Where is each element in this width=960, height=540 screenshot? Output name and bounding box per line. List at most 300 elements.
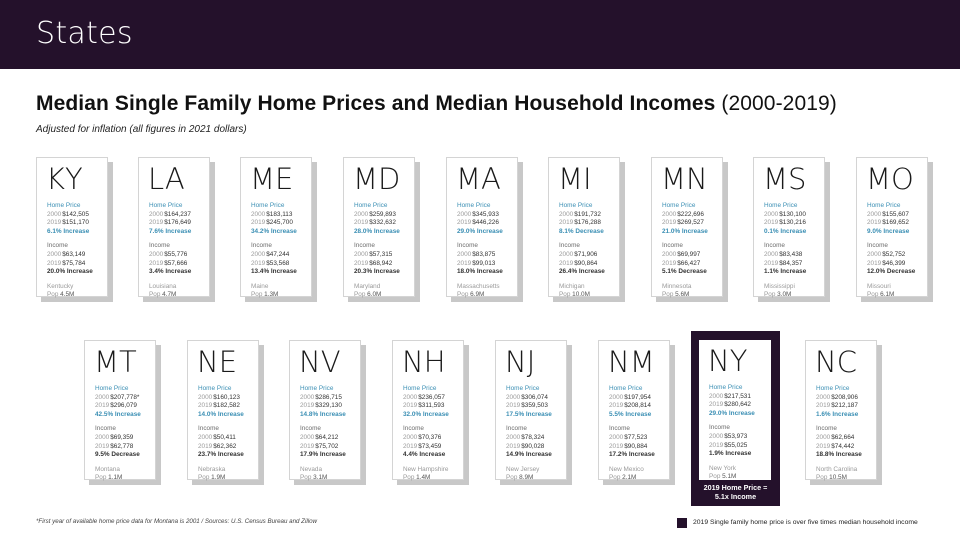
income-label: Income xyxy=(198,425,219,433)
pop-value: 4.5M xyxy=(60,291,75,299)
home-price-label: Home Price xyxy=(300,385,334,392)
year-label: 2000 xyxy=(251,210,266,218)
year-label: 2000 xyxy=(47,250,62,258)
state-abbr: MN xyxy=(661,162,708,196)
year-label: 2000 xyxy=(867,250,882,258)
pop-value: 6.9M xyxy=(470,291,485,299)
home-price-change: 28.0% Increase xyxy=(354,227,400,235)
pop-value: 10.5M xyxy=(829,474,847,482)
pop-value: 5.6M xyxy=(675,291,690,299)
value-line xyxy=(662,211,722,220)
pop-value: 1.3M xyxy=(264,291,279,299)
year-label: 2000 xyxy=(354,210,369,218)
pop-value: 3.0M xyxy=(777,291,792,299)
year-label: 2000 xyxy=(709,432,724,440)
value: $286,715 xyxy=(315,393,342,401)
value: $46,399 xyxy=(882,259,906,267)
population xyxy=(354,291,414,300)
value: $169,652 xyxy=(882,219,909,227)
year-label: 2019 xyxy=(457,259,472,267)
pop-label: Pop xyxy=(95,474,107,482)
income-change: 1.1% Increase xyxy=(764,268,807,276)
pop-label: Pop xyxy=(403,474,415,482)
value: $207,778* xyxy=(110,393,140,401)
year-label: 2019 xyxy=(300,402,315,410)
value-line xyxy=(506,443,566,452)
value-line xyxy=(300,443,360,452)
value-line xyxy=(403,402,463,411)
value-line xyxy=(251,211,311,220)
state-card-nj xyxy=(495,340,567,480)
value-line xyxy=(506,402,566,411)
year-label: 2000 xyxy=(559,250,574,258)
value-line xyxy=(251,219,311,228)
pop-value: 3.1M xyxy=(313,474,328,482)
page-subtitle: Adjusted for inflation (all figures in 2021 dollars) xyxy=(36,124,247,135)
population xyxy=(198,474,258,483)
value: $236,057 xyxy=(418,393,445,401)
income-label: Income xyxy=(609,425,630,433)
state-name: Maine xyxy=(251,282,269,290)
ny-note-line2: 5.1x Income xyxy=(714,492,757,501)
state-abbr: NH xyxy=(402,345,446,379)
state-abbr: NM xyxy=(608,345,655,379)
state-card-mo xyxy=(856,157,928,297)
state-name: Michigan xyxy=(559,282,585,290)
pop-label: Pop xyxy=(662,291,674,299)
value: $99,013 xyxy=(472,259,496,267)
value: $182,582 xyxy=(213,402,240,410)
year-label: 2019 xyxy=(251,259,266,267)
year-label: 2000 xyxy=(300,393,315,401)
state-abbr: NE xyxy=(197,345,238,379)
value: $269,527 xyxy=(677,219,704,227)
pop-label: Pop xyxy=(867,291,879,299)
value: $208,906 xyxy=(831,393,858,401)
population xyxy=(662,291,722,300)
income-label: Income xyxy=(95,425,116,433)
year-label: 2019 xyxy=(609,402,624,410)
value-line xyxy=(816,402,876,411)
value-line xyxy=(709,393,771,402)
year-label: 2000 xyxy=(149,210,164,218)
income-label: Income xyxy=(403,425,424,433)
value-line xyxy=(47,251,107,260)
state-abbr: MO xyxy=(866,162,914,196)
state-name: Nebraska xyxy=(198,465,226,473)
value: $75,784 xyxy=(62,259,86,267)
year-label: 2000 xyxy=(354,250,369,258)
value-line xyxy=(709,442,771,451)
state-card-me xyxy=(240,157,312,297)
year-label: 2000 xyxy=(709,392,724,400)
header-bar xyxy=(0,0,960,69)
year-label: 2019 xyxy=(506,442,521,450)
pop-value: 10.0M xyxy=(572,291,590,299)
state-name: Kentucky xyxy=(47,282,74,290)
home-price-label: Home Price xyxy=(609,385,643,392)
home-price-change: 6.1% Increase xyxy=(47,227,90,235)
value: $53,973 xyxy=(724,432,748,440)
value-line xyxy=(709,401,771,410)
year-label: 2019 xyxy=(709,401,724,409)
value: $306,074 xyxy=(521,393,548,401)
value-line xyxy=(506,394,566,403)
value-line xyxy=(149,260,209,269)
ny-price-income-note xyxy=(691,483,780,501)
year-label: 2000 xyxy=(149,250,164,258)
state-card-mi xyxy=(548,157,620,297)
value: $57,315 xyxy=(369,250,393,258)
value-line xyxy=(251,251,311,260)
year-label: 2019 xyxy=(816,402,831,410)
year-label: 2019 xyxy=(149,259,164,267)
home-price-change: 7.6% Increase xyxy=(149,227,192,235)
value-line xyxy=(251,260,311,269)
income-change: 13.4% Increase xyxy=(251,268,297,276)
value: $64,212 xyxy=(315,433,339,441)
year-label: 2019 xyxy=(867,259,882,267)
pop-label: Pop xyxy=(764,291,776,299)
year-label: 2019 xyxy=(609,442,624,450)
value: $197,954 xyxy=(624,393,651,401)
value: $183,113 xyxy=(266,210,293,218)
year-label: 2000 xyxy=(251,250,266,258)
state-name: Minnesota xyxy=(662,282,692,290)
state-name: Missouri xyxy=(867,282,891,290)
home-price-label: Home Price xyxy=(816,385,850,392)
year-label: 2000 xyxy=(300,433,315,441)
value: $446,226 xyxy=(472,219,499,227)
value-line xyxy=(457,260,517,269)
state-abbr: NJ xyxy=(505,345,536,379)
value-line xyxy=(300,402,360,411)
value: $68,942 xyxy=(369,259,393,267)
income-change: 9.5% Decrease xyxy=(95,451,140,459)
value: $66,427 xyxy=(677,259,701,267)
value-line xyxy=(559,260,619,269)
value-line xyxy=(95,434,155,443)
year-label: 2000 xyxy=(559,210,574,218)
state-card-la xyxy=(138,157,210,297)
value-line xyxy=(95,394,155,403)
year-label: 2019 xyxy=(559,219,574,227)
population xyxy=(95,474,155,483)
state-card-mn xyxy=(651,157,723,297)
value-line xyxy=(764,219,824,228)
population xyxy=(609,474,669,483)
value-line xyxy=(764,260,824,269)
year-label: 2000 xyxy=(47,210,62,218)
pop-label: Pop xyxy=(354,291,366,299)
state-abbr: MA xyxy=(456,162,501,196)
state-name: New Jersey xyxy=(506,465,540,473)
state-abbr: MI xyxy=(558,162,592,196)
value: $280,642 xyxy=(724,401,751,409)
value: $222,696 xyxy=(677,210,704,218)
value-line xyxy=(95,443,155,452)
value: $55,776 xyxy=(164,250,188,258)
income-label: Income xyxy=(149,242,170,250)
home-price-label: Home Price xyxy=(764,202,798,209)
value-line xyxy=(47,260,107,269)
income-change: 14.9% Increase xyxy=(506,451,552,459)
income-label: Income xyxy=(457,242,478,250)
home-price-change: 34.2% Increase xyxy=(251,227,297,235)
value: $208,814 xyxy=(624,402,651,410)
value: $69,997 xyxy=(677,250,701,258)
pop-value: 5.1M xyxy=(722,473,737,481)
state-card-ny xyxy=(699,340,771,480)
pop-value: 4.7M xyxy=(162,291,177,299)
value: $311,593 xyxy=(418,402,445,410)
income-change: 23.7% Increase xyxy=(198,451,244,459)
income-label: Income xyxy=(709,424,730,432)
year-label: 2019 xyxy=(662,259,677,267)
year-label: 2019 xyxy=(709,441,724,449)
year-label: 2000 xyxy=(609,433,624,441)
year-label: 2019 xyxy=(816,442,831,450)
pop-label: Pop xyxy=(559,291,571,299)
value-line xyxy=(354,211,414,220)
value-line xyxy=(47,211,107,220)
population xyxy=(559,291,619,300)
value: $191,732 xyxy=(574,210,601,218)
home-price-label: Home Price xyxy=(198,385,232,392)
year-label: 2000 xyxy=(457,210,472,218)
value-line xyxy=(609,434,669,443)
population xyxy=(457,291,517,300)
year-label: 2019 xyxy=(95,402,110,410)
income-change: 4.4% Increase xyxy=(403,451,446,459)
home-price-label: Home Price xyxy=(709,384,743,391)
year-label: 2019 xyxy=(403,402,418,410)
home-price-change: 1.6% Increase xyxy=(816,410,859,418)
ny-highlight-frame xyxy=(691,331,780,506)
value-line xyxy=(149,251,209,260)
year-label: 2019 xyxy=(403,442,418,450)
year-label: 2000 xyxy=(662,210,677,218)
page-title-text: Median Single Family Home Prices and Median Household Incomes xyxy=(36,92,716,115)
population xyxy=(764,291,824,300)
value: $329,130 xyxy=(315,402,342,410)
income-label: Income xyxy=(816,425,837,433)
value-line xyxy=(609,443,669,452)
value-line xyxy=(816,434,876,443)
population xyxy=(300,474,360,483)
income-change: 18.0% Increase xyxy=(457,268,503,276)
value-line xyxy=(764,251,824,260)
income-change: 12.0% Decrease xyxy=(867,268,916,276)
year-label: 2000 xyxy=(457,250,472,258)
value: $71,906 xyxy=(574,250,598,258)
value-line xyxy=(559,251,619,260)
value-line xyxy=(457,211,517,220)
value: $130,216 xyxy=(779,219,806,227)
income-label: Income xyxy=(300,425,321,433)
value-line xyxy=(95,402,155,411)
value: $296,079 xyxy=(110,402,137,410)
value-line xyxy=(662,251,722,260)
income-change: 17.2% Increase xyxy=(609,451,655,459)
pop-value: 1.9M xyxy=(211,474,226,482)
home-price-change: 17.5% Increase xyxy=(506,410,552,418)
state-card-ky xyxy=(36,157,108,297)
value-line xyxy=(709,433,771,442)
pop-label: Pop xyxy=(198,474,210,482)
year-label: 2019 xyxy=(198,442,213,450)
state-abbr: NC xyxy=(815,345,857,379)
year-label: 2000 xyxy=(95,433,110,441)
value-line xyxy=(354,251,414,260)
home-price-label: Home Price xyxy=(457,202,491,209)
income-change: 3.4% Increase xyxy=(149,268,192,276)
legend-text: 2019 Single family home price is over five times median household income xyxy=(693,519,918,526)
value: $83,438 xyxy=(779,250,803,258)
value-line xyxy=(867,219,927,228)
year-label: 2000 xyxy=(403,433,418,441)
value-line xyxy=(816,443,876,452)
state-name: New Hampshire xyxy=(403,465,449,473)
value: $130,100 xyxy=(779,210,806,218)
value: $73,459 xyxy=(418,442,442,450)
state-abbr: LA xyxy=(148,162,185,196)
value: $57,666 xyxy=(164,259,188,267)
income-change: 20.3% Increase xyxy=(354,268,400,276)
value: $345,933 xyxy=(472,210,499,218)
value-line xyxy=(47,219,107,228)
income-label: Income xyxy=(251,242,272,250)
population xyxy=(709,473,771,482)
footnote: *First year of available home price data for Montana is 2001 / Sources: U.S. Census Bureau and Zillow xyxy=(36,518,317,525)
year-label: 2019 xyxy=(47,219,62,227)
year-label: 2019 xyxy=(47,259,62,267)
state-name: North Carolina xyxy=(816,465,858,473)
state-card-nv xyxy=(289,340,361,480)
year-label: 2019 xyxy=(559,259,574,267)
state-card-nh xyxy=(392,340,464,480)
year-label: 2000 xyxy=(867,210,882,218)
value: $78,324 xyxy=(521,433,545,441)
income-label: Income xyxy=(764,242,785,250)
year-label: 2019 xyxy=(867,219,882,227)
state-card-ma xyxy=(446,157,518,297)
income-change: 5.1% Decrease xyxy=(662,268,707,276)
home-price-label: Home Price xyxy=(506,385,540,392)
year-label: 2019 xyxy=(198,402,213,410)
population xyxy=(149,291,209,300)
state-abbr: MD xyxy=(353,162,401,196)
value-line xyxy=(457,219,517,228)
pop-label: Pop xyxy=(149,291,161,299)
year-label: 2000 xyxy=(403,393,418,401)
value-line xyxy=(764,211,824,220)
state-name: Louisiana xyxy=(149,282,177,290)
year-label: 2000 xyxy=(506,433,521,441)
state-abbr: NY xyxy=(708,344,748,378)
year-label: 2019 xyxy=(764,219,779,227)
value: $217,531 xyxy=(724,392,751,400)
value-line xyxy=(506,434,566,443)
pop-label: Pop xyxy=(506,474,518,482)
value-line xyxy=(403,443,463,452)
pop-label: Pop xyxy=(300,474,312,482)
value: $53,568 xyxy=(266,259,290,267)
value-line xyxy=(403,434,463,443)
pop-value: 1.4M xyxy=(416,474,431,482)
value-line xyxy=(867,251,927,260)
pop-label: Pop xyxy=(709,473,721,481)
value: $75,702 xyxy=(315,442,339,450)
pop-label: Pop xyxy=(251,291,263,299)
population xyxy=(867,291,927,300)
value: $63,149 xyxy=(62,250,86,258)
value: $62,664 xyxy=(831,433,855,441)
value: $332,632 xyxy=(369,219,396,227)
home-price-change: 8.1% Decrease xyxy=(559,227,604,235)
value-line xyxy=(457,251,517,260)
home-price-label: Home Price xyxy=(559,202,593,209)
pop-label: Pop xyxy=(47,291,59,299)
pop-value: 8.9M xyxy=(519,474,534,482)
value: $245,700 xyxy=(266,219,293,227)
state-name: Montana xyxy=(95,465,120,473)
income-label: Income xyxy=(867,242,888,250)
year-label: 2000 xyxy=(198,393,213,401)
year-label: 2000 xyxy=(816,433,831,441)
state-abbr: MT xyxy=(94,345,137,379)
income-label: Income xyxy=(559,242,580,250)
pop-label: Pop xyxy=(457,291,469,299)
state-name: Massachusetts xyxy=(457,282,500,290)
year-label: 2000 xyxy=(609,393,624,401)
home-price-change: 29.0% Increase xyxy=(457,227,503,235)
value: $55,025 xyxy=(724,441,748,449)
value: $164,237 xyxy=(164,210,191,218)
pop-label: Pop xyxy=(609,474,621,482)
pop-value: 1.1M xyxy=(108,474,123,482)
home-price-label: Home Price xyxy=(354,202,388,209)
state-name: New Mexico xyxy=(609,465,644,473)
state-name: Nevada xyxy=(300,465,323,473)
year-label: 2000 xyxy=(198,433,213,441)
home-price-change: 9.0% Increase xyxy=(867,227,910,235)
state-card-ne xyxy=(187,340,259,480)
value-line xyxy=(662,219,722,228)
value: $74,442 xyxy=(831,442,855,450)
year-label: 2019 xyxy=(149,219,164,227)
year-label: 2019 xyxy=(300,442,315,450)
year-label: 2019 xyxy=(95,442,110,450)
value: $176,649 xyxy=(164,219,191,227)
value: $90,028 xyxy=(521,442,545,450)
year-label: 2000 xyxy=(506,393,521,401)
value-line xyxy=(149,219,209,228)
value: $90,864 xyxy=(574,259,598,267)
state-abbr: NV xyxy=(299,345,341,379)
value: $90,884 xyxy=(624,442,648,450)
value-line xyxy=(609,402,669,411)
value-line xyxy=(198,443,258,452)
value-line xyxy=(403,394,463,403)
value: $259,893 xyxy=(369,210,396,218)
income-label: Income xyxy=(47,242,68,250)
value: $176,288 xyxy=(574,219,601,227)
state-name: New York xyxy=(709,464,736,472)
value: $50,411 xyxy=(213,433,236,441)
home-price-label: Home Price xyxy=(867,202,901,209)
state-abbr: ME xyxy=(250,162,294,196)
